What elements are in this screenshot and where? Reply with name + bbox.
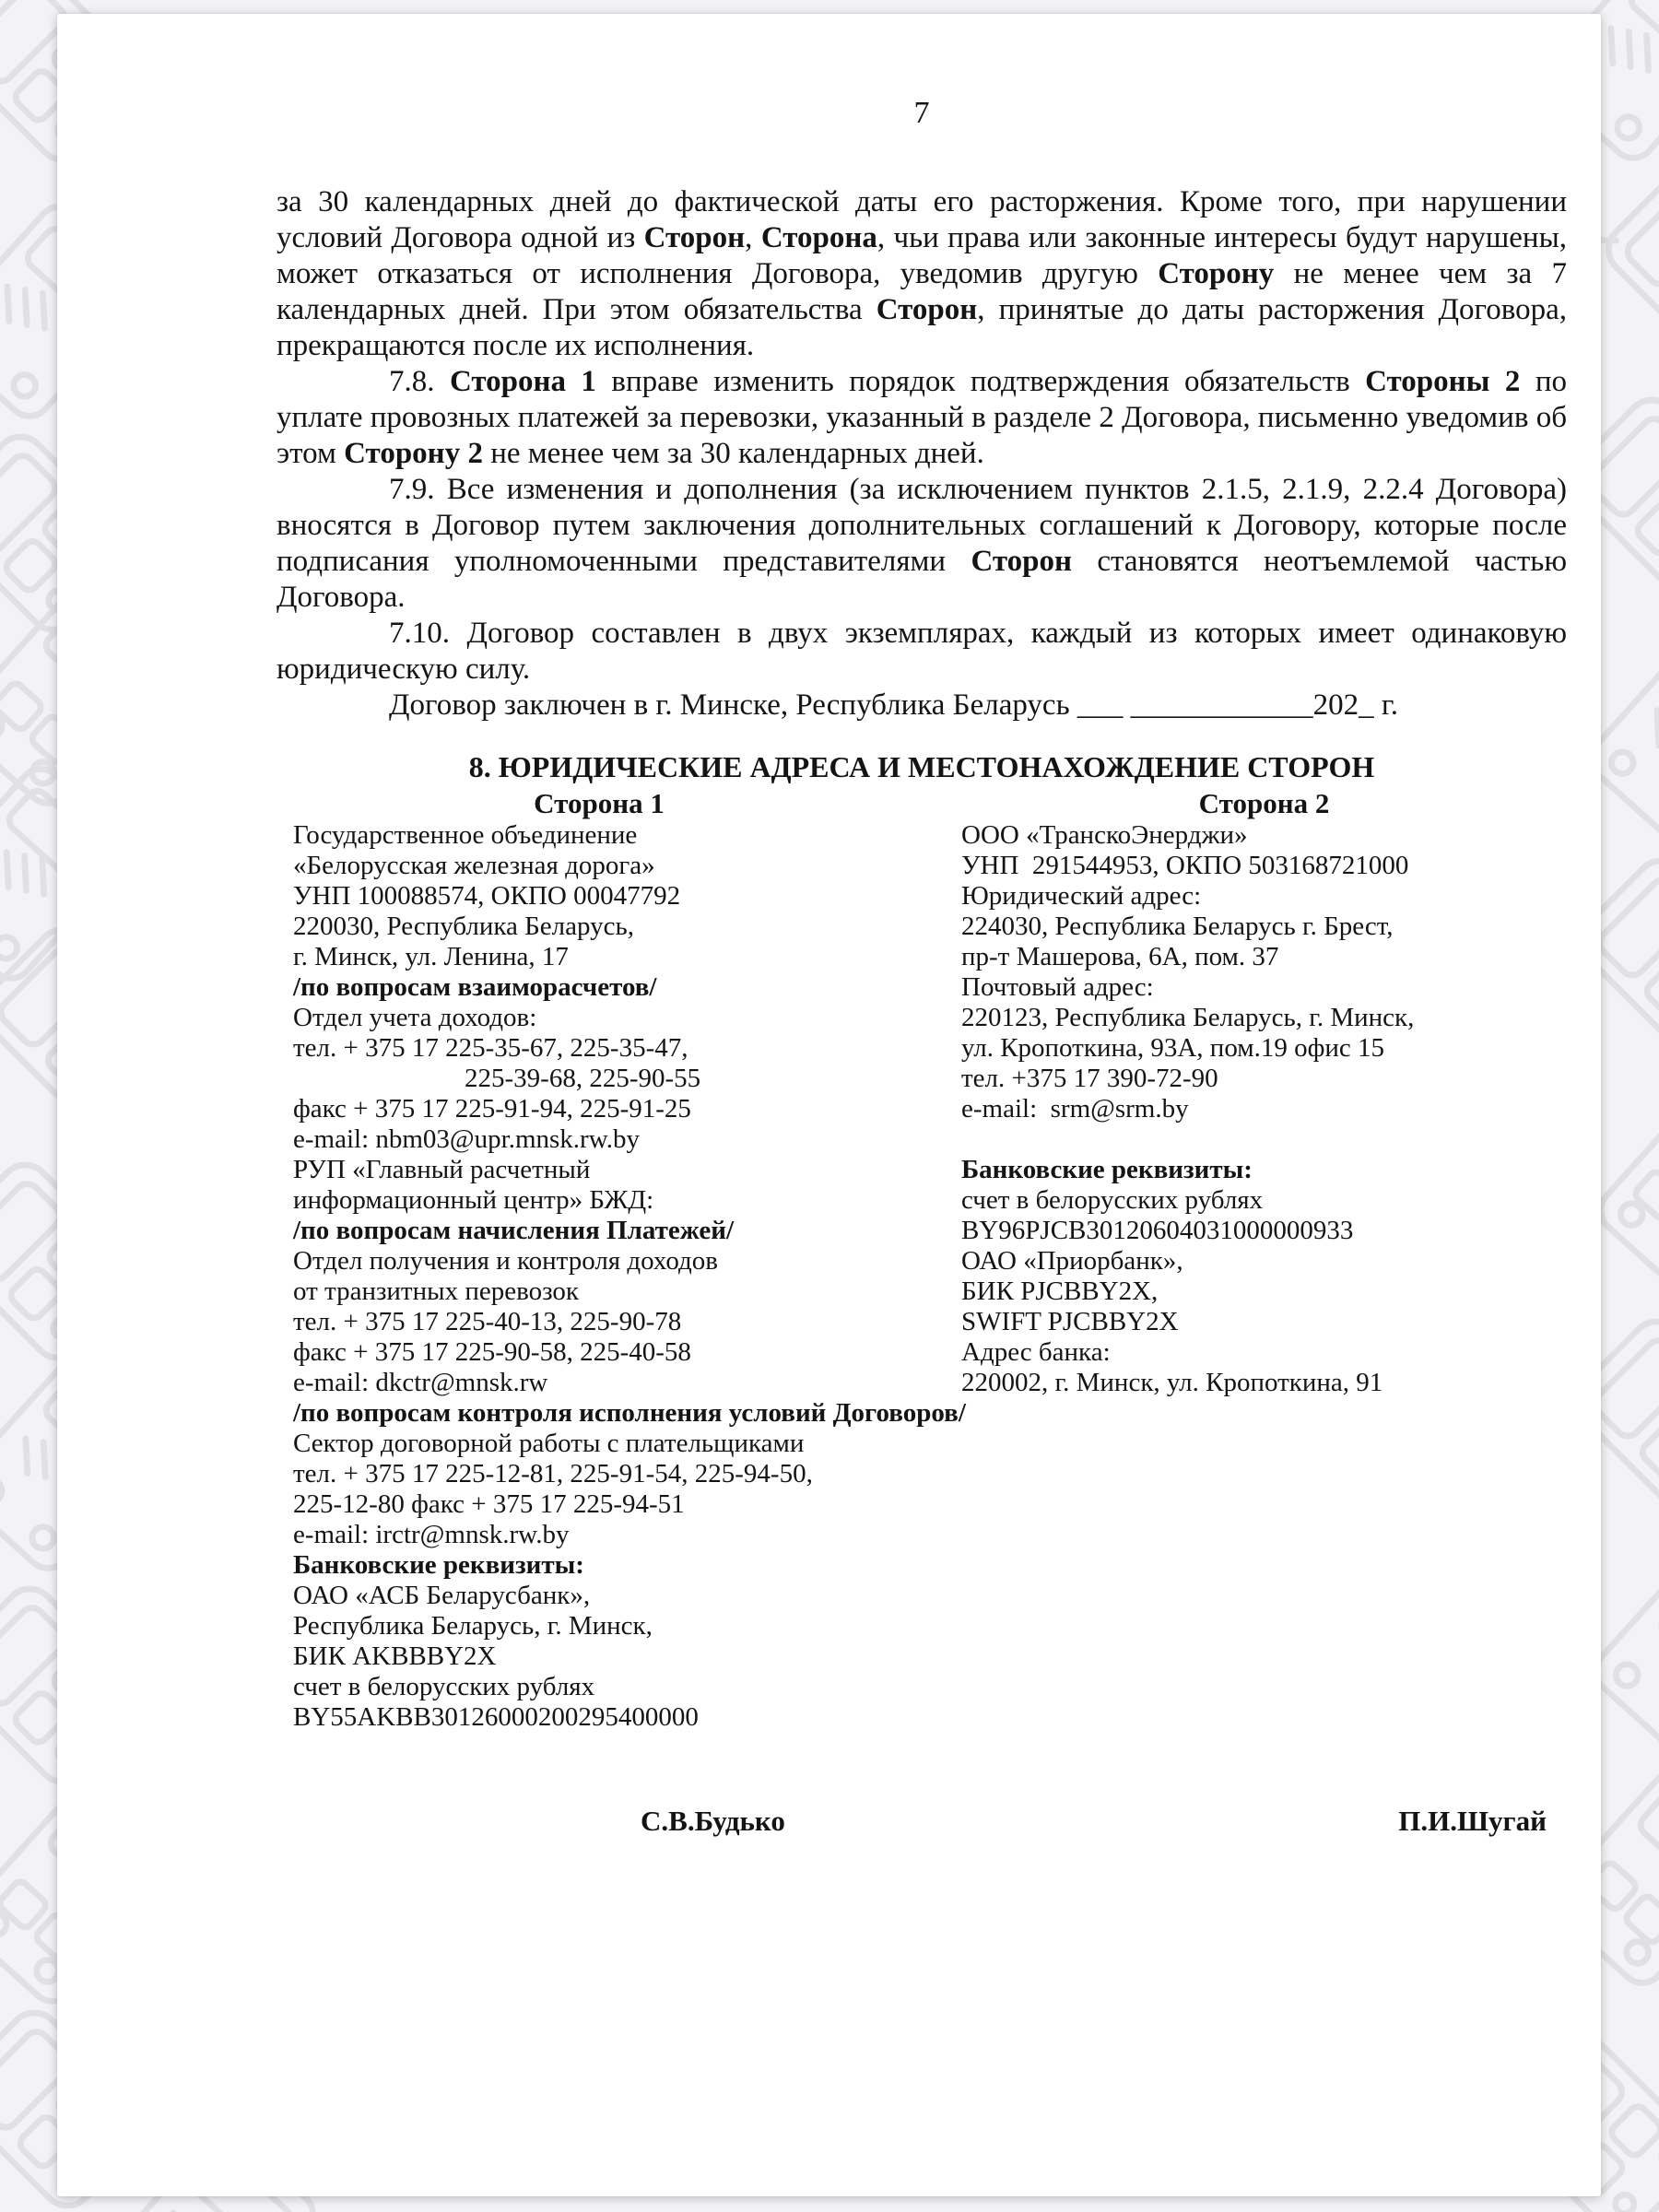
address-line: факс + 375 17 225-91-94, 225-91-25 xyxy=(293,1094,691,1124)
address-line: Отдел получения и контроля доходов xyxy=(293,1246,718,1276)
address-line: БИК AKBBBY2X xyxy=(293,1641,497,1671)
address-line: ОАО «АСБ Беларусбанк», xyxy=(293,1581,591,1610)
address-line: 220123, Республика Беларусь, г. Минск, xyxy=(961,1003,1415,1032)
address-line: УНП 100088574, ОКПО 00047792 xyxy=(293,881,681,911)
address-line: Адрес банка: xyxy=(961,1337,1111,1367)
address-line: BY55AKBB30126000200295400000 xyxy=(293,1702,699,1732)
paragraph-text: за 30 календарных дней до фактической даты его расторжения. Кроме того, при нарушении условий Договора одной из xyxy=(276,185,1567,254)
party-1-header: Сторона 1 xyxy=(534,787,665,819)
address-line: Отдел учета доходов: xyxy=(293,1003,537,1032)
address-line: e-mail: srm@srm.by xyxy=(961,1094,1189,1124)
paragraph-text: не менее чем за 7 календарных дней. При этом обязательства xyxy=(276,257,1567,326)
address-line: Почтовый адрес: xyxy=(961,972,1154,1002)
address-line: тел. + 375 17 225-35-67, 225-35-47, xyxy=(293,1033,688,1063)
address-line: тел. + 375 17 225-40-13, 225-90-78 xyxy=(293,1307,682,1336)
address-line: факс + 375 17 225-90-58, 225-40-58 xyxy=(293,1337,691,1367)
address-line: 224030, Республика Беларусь г. Брест, xyxy=(961,912,1394,941)
bold-term: Сторону 2 xyxy=(344,437,483,470)
address-line: ул. Кропоткина, 93А, пом.19 офис 15 xyxy=(961,1033,1385,1063)
signature-party-2: П.И.Шугай xyxy=(1398,1805,1547,1837)
bold-term: Сторону xyxy=(1158,257,1275,290)
bold-term: Сторон xyxy=(643,221,746,254)
address-line: ОАО «Приорбанк», xyxy=(961,1246,1183,1276)
party-headers-row xyxy=(276,786,1567,820)
address-line: /по вопросам взаиморасчетов/ xyxy=(293,972,657,1002)
address-line: /по вопросам контроля исполнения условий Договоров/ xyxy=(293,1398,966,1428)
address-line: 225-12-80 факс + 375 17 225-94-51 xyxy=(293,1489,685,1519)
address-line: Республика Беларусь, г. Минск, xyxy=(293,1611,653,1641)
page-content xyxy=(276,14,1567,1838)
bold-term: Сторона xyxy=(760,221,877,254)
address-line: e-mail: dkctr@mnsk.rw xyxy=(293,1368,548,1397)
paragraph-7-10: 7.10. Договор составлен в двух экземплярах, каждый из которых имеет одинаковую юридическую силу. xyxy=(276,617,1567,686)
paragraph-7-8 xyxy=(276,364,1567,472)
paragraph-text: вправе изменить порядок подтверждения обязательств xyxy=(595,365,1366,398)
address-line: Юридический адрес: xyxy=(961,881,1202,911)
address-line: Банковские реквизиты: xyxy=(961,1155,1253,1184)
signatures-row xyxy=(276,1805,1567,1838)
conclusion-line: Договор заключен в г. Минске, Республика Беларусь ___ ____________202_ г. xyxy=(389,688,1398,722)
bold-term: Сторон xyxy=(876,293,978,326)
address-line: г. Минск, ул. Ленина, 17 xyxy=(293,942,569,971)
paragraph-text: , xyxy=(745,221,761,254)
signature-party-1: С.В.Будько xyxy=(641,1805,785,1837)
paragraph-continuation xyxy=(276,184,1567,364)
paragraph-text: 7.8. xyxy=(389,365,450,398)
page-number: 7 xyxy=(913,96,930,130)
party-2-details xyxy=(961,820,1567,1398)
bold-term: Стороны 2 xyxy=(1365,365,1521,398)
party-1-details xyxy=(293,820,966,1733)
address-line: ООО «ТранскоЭнерджи» xyxy=(961,820,1248,850)
paragraph-text: не менее чем за 30 календарных дней. xyxy=(482,437,984,470)
address-line: e-mail: irctr@mnsk.rw.by xyxy=(293,1520,570,1549)
paragraph-text: по уплате провозных платежей за перевозки, указанный в разделе 2 Договора, письменно уведомив об этом xyxy=(276,365,1567,470)
address-line: BY96PJCB30120604031000000933 xyxy=(961,1216,1354,1245)
bold-term: Сторона 1 xyxy=(449,365,596,398)
address-line: БИК PJCBBY2X, xyxy=(961,1277,1159,1306)
address-line: 220030, Республика Беларусь, xyxy=(293,912,634,941)
paragraph-text: , принятые до даты расторжения Договора, прекращаются после их исполнения. xyxy=(276,293,1567,362)
address-line: SWIFT PJCBBY2X xyxy=(961,1307,1179,1336)
party-details-columns xyxy=(276,820,1567,1733)
address-line: /по вопросам начисления Платежей/ xyxy=(293,1216,735,1245)
paragraph-text: становятся неотъемлемой частью Договора. xyxy=(276,545,1567,614)
bold-term: Сторон xyxy=(971,545,1073,578)
address-line: информационный центр» БЖД: xyxy=(293,1185,654,1215)
address-line: тел. + 375 17 225-12-81, 225-91-54, 225-94-50, xyxy=(293,1459,813,1488)
address-line: пр-т Машерова, 6А, пом. 37 xyxy=(961,942,1279,971)
address-line: тел. +375 17 390-72-90 xyxy=(961,1064,1218,1093)
address-line: счет в белорусских рублях xyxy=(961,1185,1264,1215)
address-line: РУП «Главный расчетный xyxy=(293,1155,591,1184)
address-line: Государственное объединение xyxy=(293,820,638,850)
party-2-header: Сторона 2 xyxy=(1198,787,1330,819)
paragraph-text: , чьи права или законные интересы будут нарушены, может отказаться от исполнения Договора, уведомив другую xyxy=(276,221,1567,290)
blank-line xyxy=(961,1124,1567,1155)
address-line: «Белорусская железная дорога» xyxy=(293,851,655,880)
address-line: e-mail: nbm03@upr.mnsk.rw.by xyxy=(293,1124,641,1154)
address-line: 225-39-68, 225-90-55 xyxy=(465,1064,701,1093)
address-line: счет в белорусских рублях xyxy=(293,1672,595,1701)
address-line: от транзитных перевозок xyxy=(293,1277,579,1306)
address-line: Банковские реквизиты: xyxy=(293,1550,584,1580)
section-8-title: 8. ЮРИДИЧЕСКИЕ АДРЕСА И МЕСТОНАХОЖДЕНИЕ СТОРОН xyxy=(468,750,1375,783)
address-line: 220002, г. Минск, ул. Кропоткина, 91 xyxy=(961,1368,1383,1397)
paragraph-7-9 xyxy=(276,472,1567,616)
address-line: УНП 291544953, ОКПО 503168721000 xyxy=(961,851,1409,880)
address-line: Сектор договорной работы с плательщиками xyxy=(293,1429,805,1458)
document-page xyxy=(57,14,1601,2196)
paragraph-text: 7.9. Все изменения и дополнения (за исключением пунктов 2.1.5, 2.1.9, 2.2.4 Договора) вносятся в Договор путем заключения дополнительных соглашений к Договору, которые после подписания уполномоченными представителями xyxy=(276,473,1567,578)
